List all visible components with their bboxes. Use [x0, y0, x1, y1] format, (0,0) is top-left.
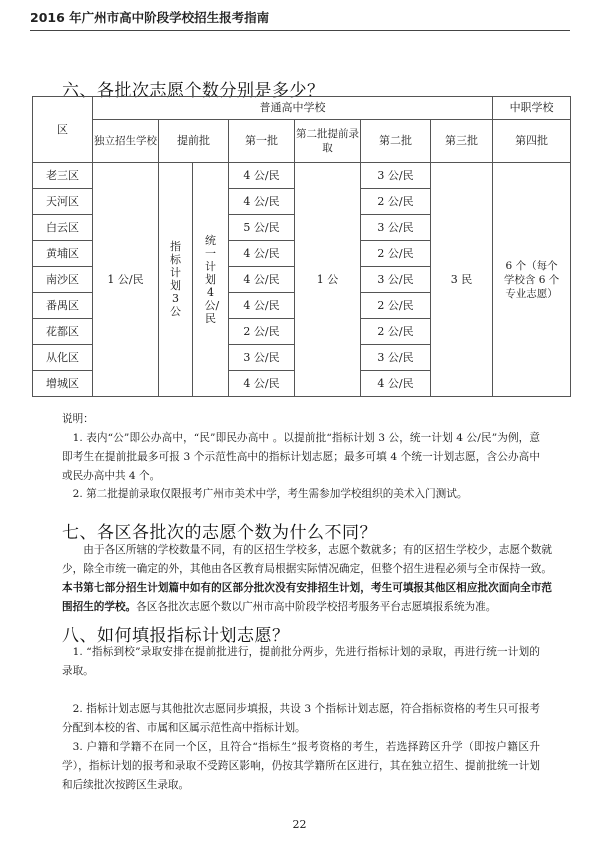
header-early-batch: 提前批 [159, 120, 229, 163]
batch1-cell: 4 公/民 [229, 267, 295, 293]
batch1-cell: 4 公/民 [229, 163, 295, 189]
district-cell: 花都区 [33, 319, 93, 345]
header-batch-4: 第四批 [493, 120, 571, 163]
batch4-value: 6 个（每个学校含 6 个专业志愿） [493, 163, 571, 397]
note-2: 2. 第二批提前录取仅限报考广州市美术中学，考生需参加学校组织的美术入门测试。 [72, 488, 468, 500]
batch2-cell: 2 公/民 [361, 189, 431, 215]
section-7-text-b: 各区各批次志愿个数以广州市高中阶段学校招考服务平台志愿填报系统为准。 [136, 601, 497, 613]
district-cell: 白云区 [33, 215, 93, 241]
header-independent: 独立招生学校 [93, 120, 159, 163]
header-batch-2: 第二批 [361, 120, 431, 163]
notes-title: 说明： [62, 413, 94, 425]
batch2-cell: 3 公/民 [361, 267, 431, 293]
page-number: 22 [292, 818, 307, 831]
section-6-title: 六、各批次志愿个数分别是多少？ [62, 81, 325, 101]
header-vocational-school: 中职学校 [493, 97, 571, 120]
batch1-cell: 4 公/民 [229, 293, 295, 319]
section-8-title: 八、如何填报指标计划志愿？ [62, 626, 290, 646]
batch1-cell: 2 公/民 [229, 319, 295, 345]
batch1-cell: 5 公/民 [229, 215, 295, 241]
header-batch-3: 第三批 [431, 120, 493, 163]
district-cell: 番禺区 [33, 293, 93, 319]
district-cell: 南沙区 [33, 267, 93, 293]
batch2-cell: 3 公/民 [361, 345, 431, 371]
batch2-cell: 3 公/民 [361, 215, 431, 241]
section-8-item-2: 2. 指标计划志愿与其他批次志愿同步填报，共设 3 个指标计划志愿，符合指标资格的考生只可报考分配到本校的省、市属和区属示范性高中指标计划。 [62, 703, 540, 734]
table-row [33, 163, 571, 189]
header-general-high-school: 普通高中学校 [93, 97, 493, 120]
district-cell: 增城区 [33, 371, 93, 397]
batch2-cell: 2 公/民 [361, 241, 431, 267]
section-7-text-a: 由于各区所辖的学校数量不同，有的区招生学校多，志愿个数就多；有的区招生学校少，志愿个数就少，除全市统一确定的外，其他由各区教育局根据实际情况确定，但整个招生进程必须与全市保持一致。 [62, 544, 552, 575]
batch2-cell: 2 公/民 [361, 319, 431, 345]
batch1-cell: 4 公/民 [229, 241, 295, 267]
section-8-item-1: 1. “指标到校”录取安排在提前批进行，提前批分两步，先进行指标计划的录取，再进行统一计划的录取。 [62, 646, 540, 677]
batch2-cell: 4 公/民 [361, 371, 431, 397]
section-7-title: 七、各区各批次的志愿个数为什么不同？ [62, 523, 377, 543]
early-quota-value: 指标计划3公 [159, 163, 193, 397]
header-district: 区 [33, 97, 93, 163]
header-rule [30, 30, 570, 31]
district-cell: 老三区 [33, 163, 93, 189]
section-8-item-3: 3. 户籍和学籍不在同一个区，且符合“指标生”报考资格的考生，若选择跨区升学（即按户籍区升学），指标计划的报考和录取不受跨区影响，仍按其学籍所在区进行，其在独立招生、提前批统一计划和后续批次按跨区生录取。 [62, 741, 540, 791]
section-7-text-bold: 本书第七部分招生计划篇中如有的区部分批次没有安排招生计划，考生可填报其他区相应批次面向全市范围招生的学校。 [62, 582, 552, 613]
batch2-cell: 2 公/民 [361, 293, 431, 319]
batch1-cell: 4 公/民 [229, 189, 295, 215]
batch1-cell: 3 公/民 [229, 345, 295, 371]
note-1: 1. 表内“公”即公办高中，“民”即民办高中 。以提前批“指标计划 3 公，统一计划 4 公/民”为例，意即考生在提前批最多可报 3 个示范性高中的指标计划志愿；最多可填 4 个统一计划志愿，含公办高中或民办高中共 4 个。 [62, 432, 540, 482]
second-early-value: 1 公 [295, 163, 361, 397]
header-second-early: 第二批提前录取 [295, 120, 361, 163]
batch1-cell: 4 公/民 [229, 371, 295, 397]
section-7-paragraph [62, 541, 552, 617]
early-unified-value: 统一计划4公/民 [193, 163, 229, 397]
page-header: 2016 年广州市高中阶段学校招生报考指南 [30, 10, 270, 25]
independent-value: 1 公/民 [93, 163, 159, 397]
district-cell: 天河区 [33, 189, 93, 215]
wish-count-table [32, 96, 571, 397]
district-cell: 从化区 [33, 345, 93, 371]
batch2-cell: 3 公/民 [361, 163, 431, 189]
district-cell: 黄埔区 [33, 241, 93, 267]
batch3-value: 3 民 [431, 163, 493, 397]
header-batch-1: 第一批 [229, 120, 295, 163]
